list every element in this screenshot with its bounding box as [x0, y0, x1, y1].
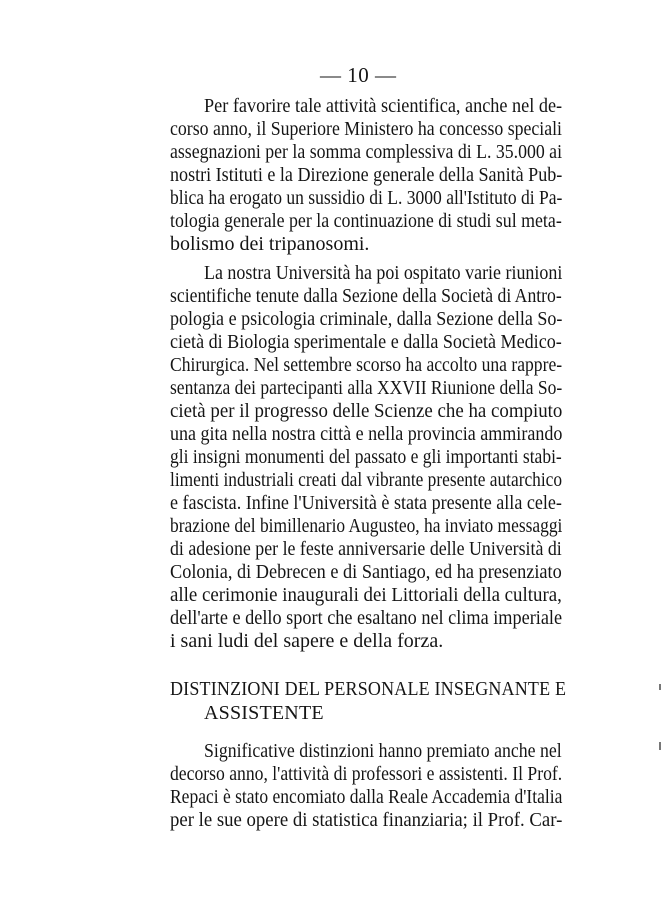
text-line: cietà di Biologia sperimentale e dalla Società Medico-: [170, 331, 562, 353]
heading-line: DISTINZIONI DEL PERSONALE INSEGNANTE E: [170, 678, 567, 700]
text-line: nostri Istituti e la Direzione generale della Sanità Pub-: [170, 164, 563, 186]
text-line: Chirurgica. Nel settembre scorso ha accolto una rappre-: [170, 354, 563, 376]
text-line: Significative distinzioni hanno premiato anche nel: [204, 740, 562, 762]
text-line: e fascista. Infine l'Università è stata presente alla cele-: [170, 492, 562, 514]
scan-mark: [659, 684, 661, 690]
text-line: scientifiche tenute dalla Sezione della Società di Antro-: [170, 285, 562, 307]
text-line: limenti industriali creati dal vibrante presente autarchico: [170, 469, 563, 491]
text-line: La nostra Università ha poi ospitato varie riunioni: [204, 262, 563, 284]
text-line: una gita nella nostra città e nella provincia ammirando: [170, 423, 563, 445]
text-line: gli insigni monumenti del passato e gli importanti stabi-: [170, 446, 562, 468]
text-line: sentanza dei partecipanti alla XXVII Riunione della So-: [170, 377, 563, 399]
text-line: assegnazioni per la somma complessiva di L. 35.000 ai: [170, 141, 563, 163]
text-line: Colonia, di Debrecen e di Santiago, ed ha presenziato: [170, 561, 562, 583]
scan-mark: [659, 742, 661, 750]
text-line: brazione del bimillenario Augusteo, ha inviato messaggi: [170, 515, 563, 537]
text-line: decorso anno, l'attività di professori e assistenti. Il Prof.: [170, 763, 563, 785]
text-line: alle cerimonie inaugurali dei Littoriali della cultura,: [170, 584, 562, 606]
text-line: corso anno, il Superiore Ministero ha concesso speciali: [170, 118, 562, 140]
text-line: per le sue opere di statistica finanziaria; il Prof. Car-: [170, 809, 563, 831]
text-line: i sani ludi del sapere e della forza.: [170, 630, 444, 652]
text-line: Repaci è stato encomiato dalla Reale Accademia d'Italia: [170, 786, 563, 808]
text-line: tologia generale per la continuazione di studi sul meta-: [170, 210, 562, 232]
text-line: blica ha erogato un sussidio di L. 3000 all'Istituto di Pa-: [170, 187, 563, 209]
text-line: Per favorire tale attività scientifica, anche nel de-: [204, 95, 563, 117]
text-line: di adesione per le feste anniversarie delle Università di: [170, 538, 562, 560]
page-number: — 10 —: [320, 63, 397, 87]
text-line: dell'arte e dello sport che esaltano nel clima imperiale: [170, 607, 563, 629]
text-line: cietà per il progresso delle Scienze che ha compiuto: [170, 400, 563, 422]
heading-line: ASSISTENTE: [204, 702, 324, 724]
text-line: pologia e psicologia criminale, dalla Sezione della So-: [170, 308, 563, 330]
text-line: bolismo dei tripanosomi.: [170, 233, 370, 255]
